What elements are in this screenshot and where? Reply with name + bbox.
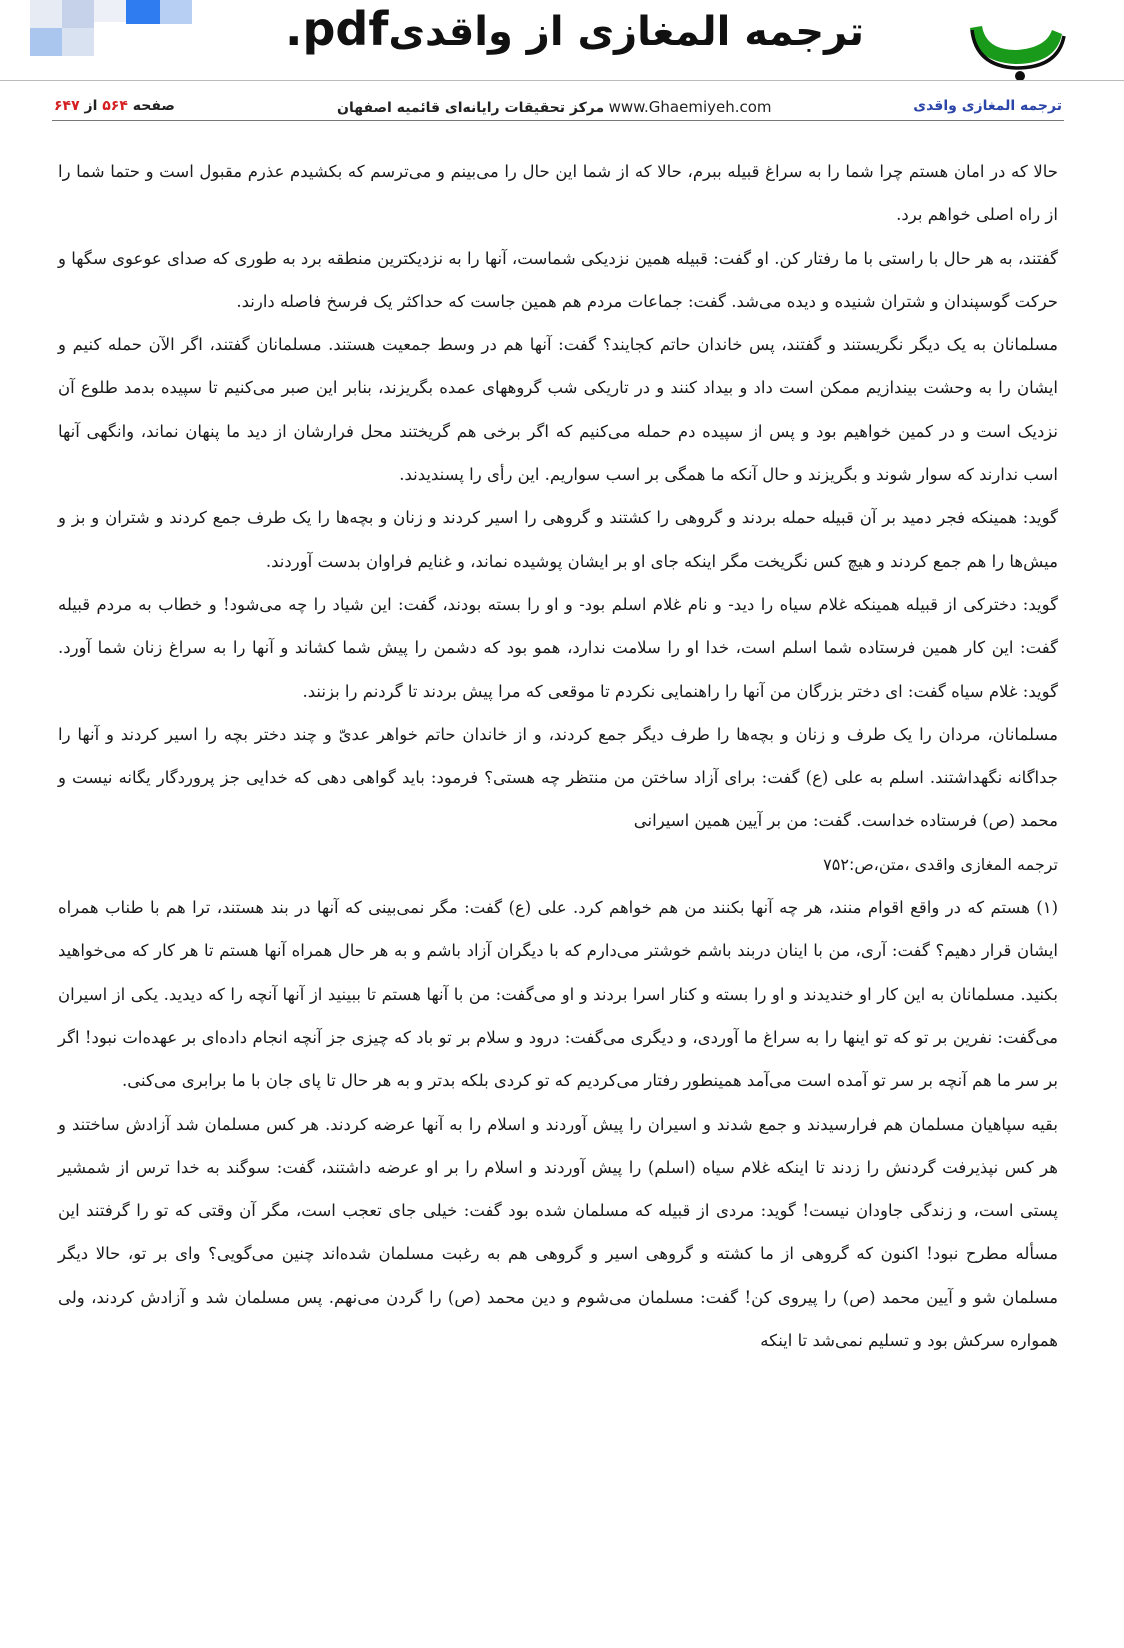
- page-reference: ترجمه المغازی واقدی ،متن،ص:۷۵۲: [823, 854, 1058, 874]
- paragraph: گفتند، به هر حال با راستی با ما رفتار کن. او گفت: قبیله همین نزدیکی شماست، آنها را به نزدیکترین منطقه برد به طوری که صدای عوعوی سگها و حرکت گوسپندان و شتران شنیده و دیده می‌شد. گفت: جماعات مردم هم همین جاست که حداکثر یک فرسخ فاصله دارند.: [58, 248, 1058, 311]
- pixelated-thumbnail: [30, 0, 205, 62]
- running-header: [52, 94, 1064, 121]
- page-current: ۵۶۴: [102, 98, 128, 114]
- paragraph: مسلمانان، مردان را یک طرف و زنان و بچه‌ها را طرف دیگر جمع کردند، و از خاندان حاتم خواهر عدیّ و چند دختر بچه را اسیر کردند و آنها را جداگانه نگهداشتند. اسلم به علی (ع) گفت: برای آزاد ساختن من منتظر چه هستی؟ فرمود: باید گواهی دهی که خدایی جز پروردگار یگانه نیست و محمد (ص) فرستاده خداست. گفت: من بر آیین همین اسیرانی: [58, 724, 1058, 831]
- page-label: صفحه: [132, 98, 175, 114]
- paragraph: مسلمانان به یک دیگر نگریستند و گفتند، پس خاندان حاتم کجایند؟ گفت: آنها هم در وسط جمعیت هستند. مسلمانان گفتند، اگر الآن حمله کنیم و ایشان را به وحشت بیندازیم ممکن است داد و بیداد کنند و در تاریکی شب گروههای عمده بگریزند، بنابر این صبر می‌کنیم تا سپیده بدمد طلوع آن نزدیک است و در کمین خواهیم بود و پس از سپیده دم حمله می‌کنیم که اگر برخی هم گریختند محل فرارشان از دید ما پنهان نماند، وانگهی آنها اسب ندارند که سوار شوند و بگریزند و حال آنکه ما همگی بر اسب سواریم. این رأی را پسندیدند.: [58, 335, 1058, 485]
- website-url[interactable]: www.Ghaemiyeh.com: [608, 98, 772, 116]
- paragraph: حالا که در امان هستم چرا شما را به سراغ قبیله ببرم، حالا که از شما این حال را می‌بینم و می‌ترسم که بکشیدم عذرم مقبول است و حتما شما را از راه اصلی خواهم برد.: [58, 162, 1058, 225]
- paragraph: گوید: همینکه فجر دمید بر آن قبیله حمله بردند و گروهی را کشتند و گروهی را اسیر کردند و زنان و بچه‌ها را یک طرف جمع کردند و شتران و بز و میش‌ها را هم جمع کردند و هیچ کس نگریخت مگر اینکه جای او بر ایشان پوشیده نماند، و غنایم فراوان بدست آوردند.: [58, 508, 1058, 571]
- book-title: ترجمه المغازی واقدی: [913, 98, 1062, 114]
- app-logo-icon: [960, 0, 1080, 80]
- document-title: [285, 0, 865, 58]
- top-banner: [0, 0, 1124, 81]
- page-indicator: [54, 98, 175, 114]
- page-total: ۶۴۷: [54, 98, 80, 114]
- publisher-name: مرکز تحقیقات رایانه‌ای قائمیه اصفهان: [337, 100, 605, 116]
- paragraph: بقیه سپاهیان مسلمان هم فرارسیدند و جمع شدند و اسیران را پیش آوردند و اسلام را به آنها عرضه کردند. هر کس مسلمان شد آزادش ساختند و هر کس نپذیرفت گردنش را زدند تا اینکه غلام سیاه (اسلم) را پیش آوردند و اسلام را بر او عرضه داشتند، گفت: سوگند به خدا ترس از شمشیر پستی است، و زندگی جاودان نیست! گوید: مردی از قبیله که مسلمان شده بود گفت: خیلی جای تعجب است، مگر آن وقتی که تو را گرفتند این مسأله مطرح نبود! اکنون که گروهی از ما کشته و گروهی اسیر و گروهی هم به رغبت مسلمان شده‌اند چنین می‌گویی؟ وای بر تو، حالا دیگر مسلمان شو و آیین محمد (ص) را پیروی کن! گفت: مسلمان می‌شوم و دین محمد (ص) را گردن می‌نهم. پس مسلمان شد و آزادش کردند، ولی همواره سرکش بود و تسلیم نمی‌شد تا اینکه: [58, 1114, 1058, 1351]
- document-title-extension: .pdf: [285, 2, 389, 56]
- page-of: از: [84, 98, 98, 114]
- page-body: [58, 150, 1058, 1362]
- paragraph: گوید: دخترکی از قبیله همینکه غلام سیاه را دید- و نام غلام اسلم بود- و او را بسته بودند، گفت: این شیاد را چه می‌شود! و خطاب به مردم قبیله گفت: این کار همین فرستاده شما اسلم است، خدا او را سلامت ندارد، همو بود که دشمن را پیش شما کشاند و آنها را به سراغ زنان شما آورد. گوید: غلام سیاه گفت: ای دختر بزرگان من آنها را راهنمایی نکردم تا موقعی که مرا پیش بردند تا گردنم را بزنند.: [58, 594, 1058, 701]
- paragraph: (۱) هستم که در واقع اقوام منند، هر چه آنها بکنند من هم خواهم کرد. علی (ع) گفت: مگر نمی‌بینی که آنها در بند هستند، ترا هم با طناب همراه ایشان قرار دهیم؟ گفت: آری، من با اینان دربند باشم خوشتر می‌دارم که با دیگران آزاد باشم و به هر حال همراه آنها هستم تا هر کار که می‌خواهید بکنید. مسلمانان به این کار او خندیدند و او را بسته و کنار اسرا بردند و او می‌گفت: من با آنها هستم تا ببینید از آنها آنچه را که دیدید. یکی از اسیران می‌گفت: نفرین بر تو که تو اینها را به سراغ ما آوردی، و دیگری می‌گفت: درود و سلام بر تو باد که چیزی جز آنچه انجام داده‌ای بر عهده‌ات نبود! اگر بر سر ما هم آنچه بر سر تو آمده است می‌آمد همینطور رفتار می‌کردیم که تو کردی بلکه بدتر و به هر حال تا پای جان با ما برابری می‌کنی.: [58, 898, 1059, 1091]
- publisher-info: [337, 98, 788, 116]
- document-title-text: ترجمه المغازی از واقدی: [388, 9, 865, 55]
